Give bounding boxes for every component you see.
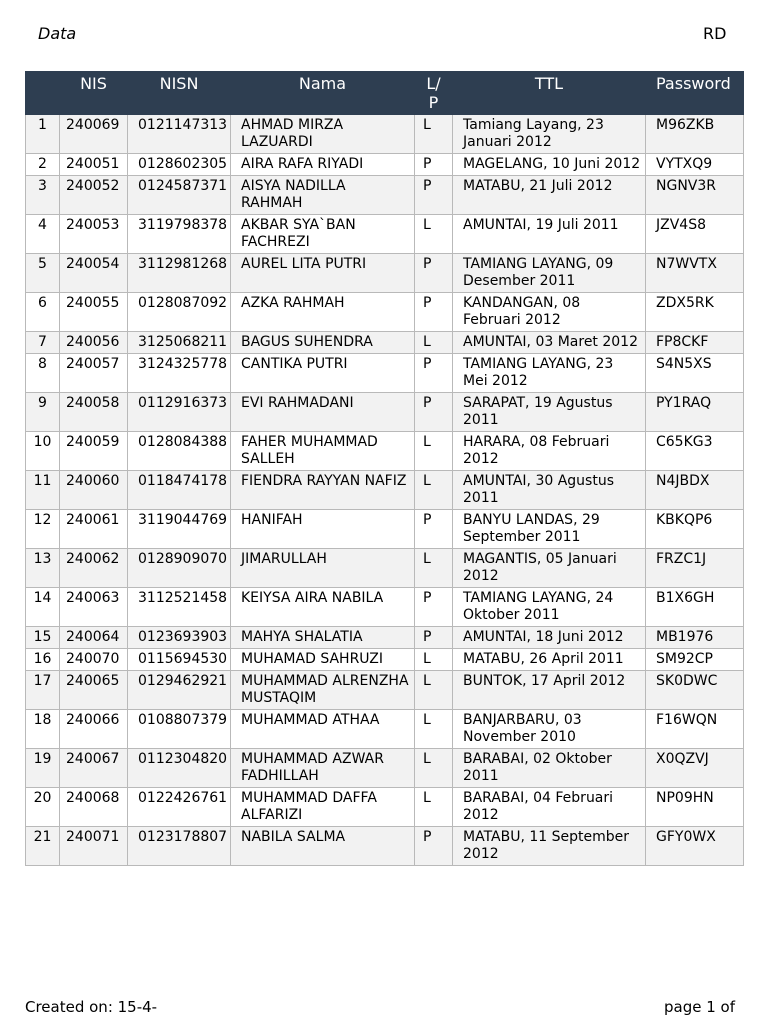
table-row <box>26 432 744 471</box>
nisn-cell: 0115694530 <box>128 649 231 671</box>
ttl-cell: TAMIANG LAYANG, 09 Desember 2011 <box>453 254 646 293</box>
nis-cell: 240061 <box>60 510 128 549</box>
ttl-cell: AMUNTAI, 18 Juni 2012 <box>453 627 646 649</box>
table-row <box>26 549 744 588</box>
nis-cell: 240063 <box>60 588 128 627</box>
table-row <box>26 254 744 293</box>
ttl-cell: MATABU, 21 Juli 2012 <box>453 176 646 215</box>
ttl-cell: BANYU LANDAS, 29 September 2011 <box>453 510 646 549</box>
nama-cell: EVI RAHMADANI <box>231 393 415 432</box>
table-row <box>26 471 744 510</box>
gender-cell: L <box>415 432 453 471</box>
gender-cell: L <box>415 649 453 671</box>
password-cell: F16WQN <box>646 710 744 749</box>
row-number: 3 <box>26 176 60 215</box>
nis-cell: 240057 <box>60 354 128 393</box>
password-cell: FRZC1J <box>646 549 744 588</box>
nama-cell: MUHAMMAD DAFFA ALFARIZI <box>231 788 415 827</box>
password-cell: N7WVTX <box>646 254 744 293</box>
password-cell: ZDX5RK <box>646 293 744 332</box>
password-cell: SK0DWC <box>646 671 744 710</box>
ttl-cell: TAMIANG LAYANG, 24 Oktober 2011 <box>453 588 646 627</box>
nis-cell: 240064 <box>60 627 128 649</box>
nis-cell: 240071 <box>60 827 128 866</box>
table-row <box>26 393 744 432</box>
row-number: 10 <box>26 432 60 471</box>
row-number: 19 <box>26 749 60 788</box>
password-cell: GFY0WX <box>646 827 744 866</box>
ttl-cell: BARABAI, 04 Februari 2012 <box>453 788 646 827</box>
table-row <box>26 588 744 627</box>
nisn-cell: 0128909070 <box>128 549 231 588</box>
nama-cell: MAHYA SHALATIA <box>231 627 415 649</box>
gender-cell: P <box>415 827 453 866</box>
gender-cell: L <box>415 471 453 510</box>
nisn-cell: 0108807379 <box>128 710 231 749</box>
table-row <box>26 176 744 215</box>
ttl-cell: HARARA, 08 Februari 2012 <box>453 432 646 471</box>
nama-cell: AKBAR SYA`BAN FACHREZI <box>231 215 415 254</box>
nama-cell: MUHAMMAD ATHAA <box>231 710 415 749</box>
nama-cell: FAHER MUHAMMAD SALLEH <box>231 432 415 471</box>
table-row <box>26 215 744 254</box>
row-number: 13 <box>26 549 60 588</box>
nama-cell: AUREL LITA PUTRI <box>231 254 415 293</box>
table-row <box>26 788 744 827</box>
column-header-no <box>26 72 60 115</box>
ttl-cell: BARABAI, 02 Oktober 2011 <box>453 749 646 788</box>
document-code: RD <box>703 24 727 43</box>
password-cell: S4N5XS <box>646 354 744 393</box>
gender-cell: L <box>415 788 453 827</box>
nama-cell: AHMAD MIRZA LAZUARDI <box>231 115 415 154</box>
nisn-cell: 0121147313 <box>128 115 231 154</box>
gender-cell: L <box>415 710 453 749</box>
nisn-cell: 3124325778 <box>128 354 231 393</box>
nama-cell: AIRA RAFA RIYADI <box>231 154 415 176</box>
row-number: 4 <box>26 215 60 254</box>
nisn-cell: 0112916373 <box>128 393 231 432</box>
table-header-row <box>26 72 744 115</box>
nisn-cell: 3119044769 <box>128 510 231 549</box>
nama-cell: BAGUS SUHENDRA <box>231 332 415 354</box>
gender-cell: P <box>415 354 453 393</box>
row-number: 16 <box>26 649 60 671</box>
nama-cell: MUHAMMAD AZWAR FADHILLAH <box>231 749 415 788</box>
ttl-cell: AMUNTAI, 19 Juli 2011 <box>453 215 646 254</box>
gender-cell: P <box>415 176 453 215</box>
ttl-cell: Tamiang Layang, 23 Januari 2012 <box>453 115 646 154</box>
nisn-cell: 0122426761 <box>128 788 231 827</box>
password-cell: SM92CP <box>646 649 744 671</box>
nis-cell: 240066 <box>60 710 128 749</box>
row-number: 5 <box>26 254 60 293</box>
table-row <box>26 649 744 671</box>
column-header-nama: Nama <box>231 72 415 115</box>
gender-cell: L <box>415 115 453 154</box>
nisn-cell: 0129462921 <box>128 671 231 710</box>
nisn-cell: 0118474178 <box>128 471 231 510</box>
column-header-password: Password <box>646 72 744 115</box>
table-row <box>26 710 744 749</box>
row-number: 14 <box>26 588 60 627</box>
table-row <box>26 154 744 176</box>
student-table <box>25 71 744 866</box>
nis-cell: 240060 <box>60 471 128 510</box>
gender-cell: L <box>415 215 453 254</box>
row-number: 17 <box>26 671 60 710</box>
created-on-text: Created on: 15-4- <box>25 998 158 1016</box>
password-cell: JZV4S8 <box>646 215 744 254</box>
gender-cell: L <box>415 749 453 788</box>
password-cell: NGNV3R <box>646 176 744 215</box>
row-number: 7 <box>26 332 60 354</box>
nis-cell: 240055 <box>60 293 128 332</box>
password-cell: N4JBDX <box>646 471 744 510</box>
password-cell: C65KG3 <box>646 432 744 471</box>
nama-cell: JIMARULLAH <box>231 549 415 588</box>
nis-cell: 240051 <box>60 154 128 176</box>
nis-cell: 240068 <box>60 788 128 827</box>
gender-cell: P <box>415 154 453 176</box>
nisn-cell: 3125068211 <box>128 332 231 354</box>
gender-cell: P <box>415 254 453 293</box>
ttl-cell: TAMIANG LAYANG, 23 Mei 2012 <box>453 354 646 393</box>
nis-cell: 240059 <box>60 432 128 471</box>
gender-cell: P <box>415 627 453 649</box>
nisn-cell: 0128087092 <box>128 293 231 332</box>
page-number-text: page 1 of <box>664 998 736 1016</box>
nama-cell: AZKA RAHMAH <box>231 293 415 332</box>
ttl-cell: AMUNTAI, 03 Maret 2012 <box>453 332 646 354</box>
password-cell: PY1RAQ <box>646 393 744 432</box>
nis-cell: 240062 <box>60 549 128 588</box>
ttl-cell: KANDANGAN, 08 Februari 2012 <box>453 293 646 332</box>
ttl-cell: MATABU, 26 April 2011 <box>453 649 646 671</box>
table-row <box>26 827 744 866</box>
nisn-cell: 0123693903 <box>128 627 231 649</box>
nisn-cell: 0124587371 <box>128 176 231 215</box>
nis-cell: 240052 <box>60 176 128 215</box>
password-cell: MB1976 <box>646 627 744 649</box>
row-number: 21 <box>26 827 60 866</box>
table-row <box>26 115 744 154</box>
nisn-cell: 3112981268 <box>128 254 231 293</box>
table-row <box>26 627 744 649</box>
nama-cell: KEIYSA AIRA NABILA <box>231 588 415 627</box>
nama-cell: MUHAMMAD ALRENZHA MUSTAQIM <box>231 671 415 710</box>
nama-cell: AISYA NADILLA RAHMAH <box>231 176 415 215</box>
nama-cell: HANIFAH <box>231 510 415 549</box>
table-row <box>26 293 744 332</box>
gender-cell: P <box>415 510 453 549</box>
nis-cell: 240054 <box>60 254 128 293</box>
nisn-cell: 3112521458 <box>128 588 231 627</box>
row-number: 18 <box>26 710 60 749</box>
nis-cell: 240069 <box>60 115 128 154</box>
nis-cell: 240053 <box>60 215 128 254</box>
nis-cell: 240065 <box>60 671 128 710</box>
gender-cell: P <box>415 393 453 432</box>
row-number: 6 <box>26 293 60 332</box>
row-number: 15 <box>26 627 60 649</box>
gender-cell: P <box>415 293 453 332</box>
row-number: 2 <box>26 154 60 176</box>
nis-cell: 240070 <box>60 649 128 671</box>
table-row <box>26 671 744 710</box>
row-number: 11 <box>26 471 60 510</box>
table-row <box>26 332 744 354</box>
document-title: Data <box>38 24 77 43</box>
password-cell: B1X6GH <box>646 588 744 627</box>
gender-cell: P <box>415 588 453 627</box>
nis-cell: 240058 <box>60 393 128 432</box>
column-header-nis: NIS <box>60 72 128 115</box>
password-cell: KBKQP6 <box>646 510 744 549</box>
column-header-nisn: NISN <box>128 72 231 115</box>
nama-cell: NABILA SALMA <box>231 827 415 866</box>
nisn-cell: 0123178807 <box>128 827 231 866</box>
row-number: 9 <box>26 393 60 432</box>
password-cell: NP09HN <box>646 788 744 827</box>
nama-cell: CANTIKA PUTRI <box>231 354 415 393</box>
ttl-cell: AMUNTAI, 30 Agustus 2011 <box>453 471 646 510</box>
ttl-cell: BUNTOK, 17 April 2012 <box>453 671 646 710</box>
row-number: 12 <box>26 510 60 549</box>
row-number: 1 <box>26 115 60 154</box>
nama-cell: MUHAMAD SAHRUZI <box>231 649 415 671</box>
gender-cell: L <box>415 332 453 354</box>
ttl-cell: BANJARBARU, 03 November 2010 <box>453 710 646 749</box>
gender-cell: L <box>415 549 453 588</box>
nisn-cell: 0128602305 <box>128 154 231 176</box>
table-row <box>26 354 744 393</box>
password-cell: X0QZVJ <box>646 749 744 788</box>
password-cell: VYTXQ9 <box>646 154 744 176</box>
nisn-cell: 3119798378 <box>128 215 231 254</box>
ttl-cell: SARAPAT, 19 Agustus 2011 <box>453 393 646 432</box>
row-number: 8 <box>26 354 60 393</box>
column-header-lp: L/ P <box>415 72 453 115</box>
column-header-ttl: TTL <box>453 72 646 115</box>
gender-cell: L <box>415 671 453 710</box>
ttl-cell: MAGELANG, 10 Juni 2012 <box>453 154 646 176</box>
nama-cell: FIENDRA RAYYAN NAFIZ <box>231 471 415 510</box>
nisn-cell: 0128084388 <box>128 432 231 471</box>
nis-cell: 240067 <box>60 749 128 788</box>
table-row <box>26 749 744 788</box>
nis-cell: 240056 <box>60 332 128 354</box>
row-number: 20 <box>26 788 60 827</box>
table-row <box>26 510 744 549</box>
password-cell: FP8CKF <box>646 332 744 354</box>
ttl-cell: MATABU, 11 September 2012 <box>453 827 646 866</box>
ttl-cell: MAGANTIS, 05 Januari 2012 <box>453 549 646 588</box>
password-cell: M96ZKB <box>646 115 744 154</box>
nisn-cell: 0112304820 <box>128 749 231 788</box>
